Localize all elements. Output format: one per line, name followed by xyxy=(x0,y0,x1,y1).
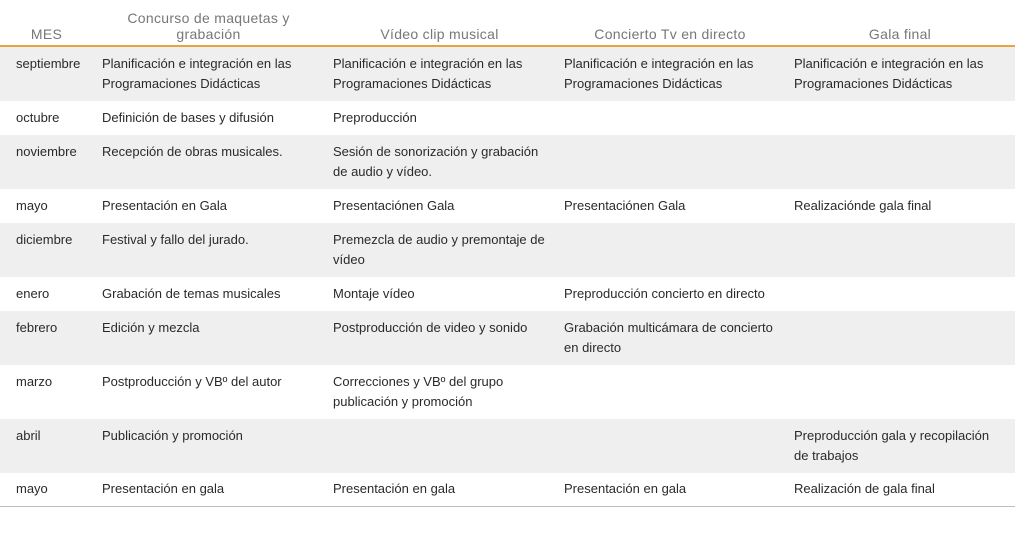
table-cell xyxy=(555,135,785,189)
month-cell: marzo xyxy=(0,365,93,419)
table-cell xyxy=(785,101,1015,135)
table-cell: Presentaciónen Gala xyxy=(555,189,785,223)
table-cell: Realizaciónde gala final xyxy=(785,189,1015,223)
table-cell xyxy=(785,365,1015,419)
table-cell xyxy=(785,277,1015,311)
header-row xyxy=(0,0,1015,46)
table-cell xyxy=(555,223,785,277)
month-cell: mayo xyxy=(0,473,93,507)
month-cell: diciembre xyxy=(0,223,93,277)
table-cell: Sesión de sonorización y grabación de audio y vídeo. xyxy=(324,135,555,189)
table-cell: Preproducción gala y recopilación de trabajos xyxy=(785,419,1015,473)
table-cell: Planificación e integración en las Programaciones Didácticas xyxy=(555,46,785,101)
month-cell: enero xyxy=(0,277,93,311)
header-gala-final: Gala final xyxy=(785,0,1015,46)
table-cell xyxy=(555,365,785,419)
table-cell xyxy=(785,135,1015,189)
header-concurso-maquetas: Concurso de maquetas y grabación xyxy=(93,0,324,46)
month-cell: abril xyxy=(0,419,93,473)
table-cell: Planificación e integración en las Programaciones Didácticas xyxy=(93,46,324,101)
table-cell: Publicación y promoción xyxy=(93,419,324,473)
table-cell: Edición y mezcla xyxy=(93,311,324,365)
table-cell: Planificación e integración en las Programaciones Didácticas xyxy=(324,46,555,101)
table-cell xyxy=(555,419,785,473)
header-concierto-tv: Concierto Tv en directo xyxy=(555,0,785,46)
table-row xyxy=(0,189,1015,223)
table-cell: Recepción de obras musicales. xyxy=(93,135,324,189)
month-cell: mayo xyxy=(0,189,93,223)
table-row xyxy=(0,277,1015,311)
header-mes: MES xyxy=(0,0,93,46)
table-cell: Definición de bases y difusión xyxy=(93,101,324,135)
table-cell: Grabación multicámara de concierto en directo xyxy=(555,311,785,365)
table-cell: Montaje vídeo xyxy=(324,277,555,311)
table-cell xyxy=(324,419,555,473)
table-cell xyxy=(785,223,1015,277)
table-cell: Postproducción y VBº del autor xyxy=(93,365,324,419)
table-cell: Realización de gala final xyxy=(785,473,1015,507)
table-cell xyxy=(555,101,785,135)
table-row xyxy=(0,46,1015,101)
table-cell: Preproducción concierto en directo xyxy=(555,277,785,311)
header-video-clip: Vídeo clip musical xyxy=(324,0,555,46)
table-cell: Postproducción de video y sonido xyxy=(324,311,555,365)
table-cell: Preproducción xyxy=(324,101,555,135)
month-cell: octubre xyxy=(0,101,93,135)
table-cell: Planificación e integración en las Programaciones Didácticas xyxy=(785,46,1015,101)
table-row xyxy=(0,223,1015,277)
table-row xyxy=(0,311,1015,365)
table-cell: Correcciones y VBº del grupo publicación y promoción xyxy=(324,365,555,419)
table-cell: Presentación en gala xyxy=(324,473,555,507)
table-cell: Presentaciónen Gala xyxy=(324,189,555,223)
table-row xyxy=(0,135,1015,189)
month-cell: septiembre xyxy=(0,46,93,101)
table-cell: Presentación en gala xyxy=(93,473,324,507)
table-row xyxy=(0,473,1015,507)
table-row xyxy=(0,419,1015,473)
table-row xyxy=(0,365,1015,419)
table-row xyxy=(0,101,1015,135)
table-cell xyxy=(785,311,1015,365)
table-cell: Presentación en gala xyxy=(555,473,785,507)
table-cell: Premezcla de audio y premontaje de vídeo xyxy=(324,223,555,277)
month-cell: febrero xyxy=(0,311,93,365)
table-cell: Grabación de temas musicales xyxy=(93,277,324,311)
month-cell: noviembre xyxy=(0,135,93,189)
table-cell: Presentación en Gala xyxy=(93,189,324,223)
table-cell: Festival y fallo del jurado. xyxy=(93,223,324,277)
